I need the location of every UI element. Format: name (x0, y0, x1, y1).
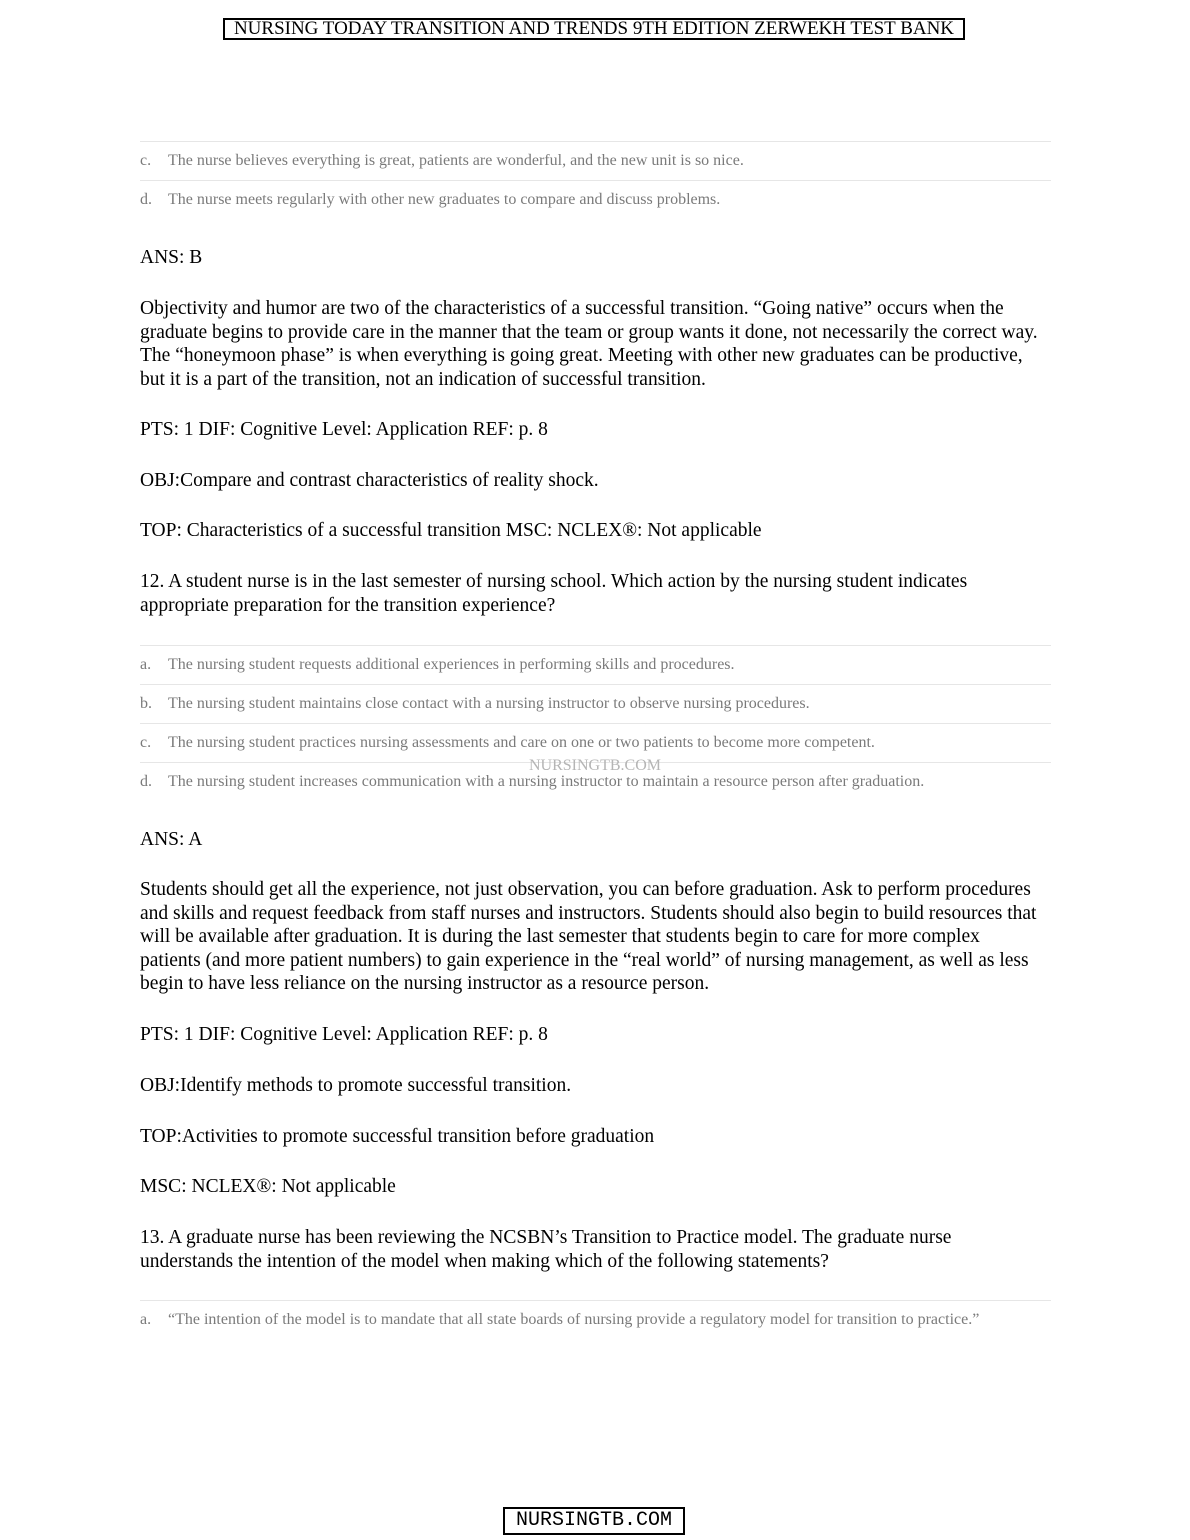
q11-pts: PTS: 1 DIF: Cognitive Level: Application REF: p. 8 (140, 419, 548, 440)
option-letter: d. (140, 773, 152, 790)
q12-top: TOP:Activities to promote successful transition before graduation (140, 1126, 655, 1147)
watermark-text: NURSINGTB.COM (528, 757, 661, 774)
option-text: The nursing student increases communication with a nursing instructor to maintain a resource person after graduation. (168, 773, 925, 790)
footer-site-link[interactable]: NURSINGTB.COM (503, 1507, 685, 1535)
q11-answer: ANS: B (140, 247, 203, 268)
option-letter: c. (140, 734, 152, 751)
page-header-title: NURSING TODAY TRANSITION AND TRENDS 9TH EDITION ZERWEKH TEST BANK (223, 18, 965, 40)
q12-pts: PTS: 1 DIF: Cognitive Level: Application REF: p. 8 (140, 1024, 548, 1045)
q12-rationale: Students should get all the experience, not just observation, you can before graduation. Ask to perform procedures and skills and request feedback from staff nurses and instructors. Students should also begin to build resources that will be available after graduation. It is during the last semester that students begin to care for more complex patients (and more patient numbers) to gain experience in the “real world” of nursing management, as well as less begin to have less reliance on the nursing instructor as a resource person. (140, 879, 1037, 994)
option-letter: a. (140, 1311, 152, 1328)
q12-question: 12. A student nurse is in the last semester of nursing school. Which action by the nursing student indicates appropriate preparation for the transition experience? (140, 571, 968, 616)
option-letter: d. (140, 191, 152, 208)
q11-obj: OBJ:Compare and contrast characteristics of reality shock. (140, 470, 599, 491)
option-text: “The intention of the model is to mandate that all state boards of nursing provide a regulatory model for transition to practice.” (168, 1311, 980, 1328)
option-text: The nursing student practices nursing assessments and care on one or two patients to become more competent. (168, 734, 875, 751)
q11-option-d[interactable] (140, 180, 1051, 219)
q11-top: TOP: Characteristics of a successful transition MSC: NCLEX®: Not applicable (140, 520, 762, 541)
option-text: The nursing student requests additional experiences in performing skills and procedures. (168, 656, 735, 673)
option-letter: a. (140, 656, 152, 673)
q12-msc: MSC: NCLEX®: Not applicable (140, 1176, 396, 1197)
q11-rationale: Objectivity and humor are two of the characteristics of a successful transition. “Going native” occurs when the graduate begins to provide care in the manner that the team or group wants it done, not necessarily the correct way. The “honeymoon phase” is when everything is going great. Meeting with other new graduates can be productive, but it is a part of the transition, not an indication of successful transition. (140, 298, 1038, 390)
q13-option-a[interactable] (140, 1300, 1051, 1330)
q12-option-b[interactable] (140, 684, 1051, 723)
q13-question: 13. A graduate nurse has been reviewing the NCSBN’s Transition to Practice model. The graduate nurse understands the intention of the model when making which of the following statements? (140, 1227, 952, 1272)
option-letter: c. (140, 152, 152, 169)
option-letter: b. (140, 695, 152, 712)
q11-option-c[interactable] (140, 141, 1051, 180)
q11-options (140, 141, 1051, 219)
option-text: The nurse meets regularly with other new graduates to compare and discuss problems. (168, 191, 721, 208)
q12-obj: OBJ:Identify methods to promote successful transition. (140, 1075, 572, 1096)
option-text: The nurse believes everything is great, patients are wonderful, and the new unit is so nice. (168, 152, 744, 169)
option-text: The nursing student maintains close contact with a nursing instructor to observe nursing procedures. (168, 695, 810, 712)
q12-option-a[interactable] (140, 645, 1051, 684)
q12-options (140, 645, 1051, 801)
q12-answer: ANS: A (140, 829, 203, 850)
